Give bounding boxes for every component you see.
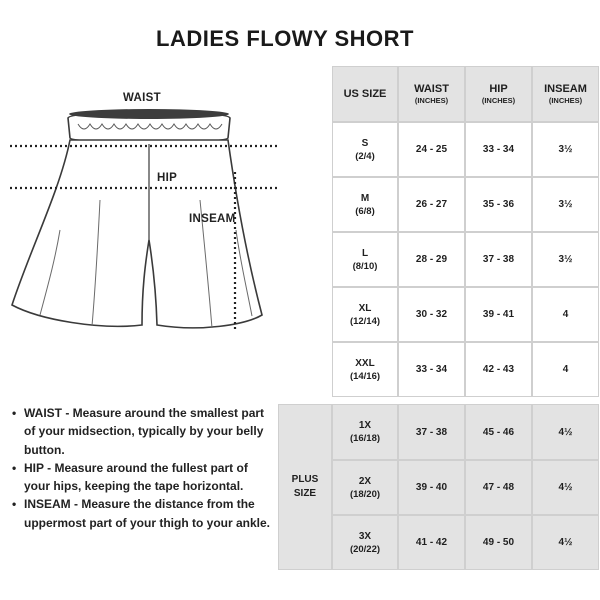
- inseam-cell-l: 3½: [532, 232, 599, 287]
- hip-cell-xxl: 42 - 43: [465, 342, 532, 397]
- measuring-notes: [12, 404, 274, 532]
- waist-cell-1x: 37 - 38: [398, 404, 465, 460]
- inseam-cell-s: 3½: [532, 122, 599, 177]
- waist-cell-3x: 41 - 42: [398, 515, 465, 570]
- hip-cell-2x: 47 - 48: [465, 460, 532, 515]
- waist-label: WAIST: [123, 92, 161, 104]
- header-us-size: US SIZE: [332, 66, 398, 122]
- size-cell-2x: 2X (18/20): [332, 460, 398, 515]
- size-cell-3x: 3X (20/22): [332, 515, 398, 570]
- note-inseam: • INSEAM - Measure the distance from the uppermost part of your thigh to your ankle.: [12, 495, 274, 532]
- hip-cell-3x: 49 - 50: [465, 515, 532, 570]
- inseam-cell-1x: 4½: [532, 404, 599, 460]
- waist-cell-l: 28 - 29: [398, 232, 465, 287]
- header-hip: HIP (INCHES): [465, 66, 532, 122]
- waistband-top: [69, 109, 229, 119]
- waist-cell-xxl: 33 - 34: [398, 342, 465, 397]
- size-cell-xl: XL (12/14): [332, 287, 398, 342]
- inseam-label: INSEAM: [189, 213, 236, 225]
- hip-cell-xl: 39 - 41: [465, 287, 532, 342]
- waist-cell-xl: 30 - 32: [398, 287, 465, 342]
- hip-cell-s: 33 - 34: [465, 122, 532, 177]
- header-waist: WAIST (INCHES): [398, 66, 465, 122]
- plus-size-label-cell: PLUS SIZE: [278, 404, 332, 570]
- inseam-cell-xl: 4: [532, 287, 599, 342]
- waist-cell-2x: 39 - 40: [398, 460, 465, 515]
- inseam-cell-m: 3½: [532, 177, 599, 232]
- size-cell-m: M (6/8): [332, 177, 398, 232]
- hip-label: HIP: [157, 172, 178, 184]
- hip-cell-l: 37 - 38: [465, 232, 532, 287]
- size-cell-s: S (2/4): [332, 122, 398, 177]
- size-cell-xxl: XXL (14/16): [332, 342, 398, 397]
- header-inseam: INSEAM (INCHES): [532, 66, 599, 122]
- shorts-diagram: [0, 80, 280, 350]
- size-cell-l: L (8/10): [332, 232, 398, 287]
- inseam-cell-3x: 4½: [532, 515, 599, 570]
- inseam-cell-xxl: 4: [532, 342, 599, 397]
- hip-cell-1x: 45 - 46: [465, 404, 532, 460]
- shorts-body: [12, 140, 262, 328]
- note-hip: • HIP - Measure around the fullest part of your hips, keeping the tape horizontal.: [12, 459, 274, 496]
- page-title: LADIES FLOWY SHORT: [156, 26, 414, 51]
- note-waist: • WAIST - Measure around the smallest part of your midsection, typically by your belly button.: [12, 404, 274, 459]
- inseam-cell-2x: 4½: [532, 460, 599, 515]
- hip-cell-m: 35 - 36: [465, 177, 532, 232]
- waist-cell-s: 24 - 25: [398, 122, 465, 177]
- size-cell-1x: 1X (16/18): [332, 404, 398, 460]
- waist-cell-m: 26 - 27: [398, 177, 465, 232]
